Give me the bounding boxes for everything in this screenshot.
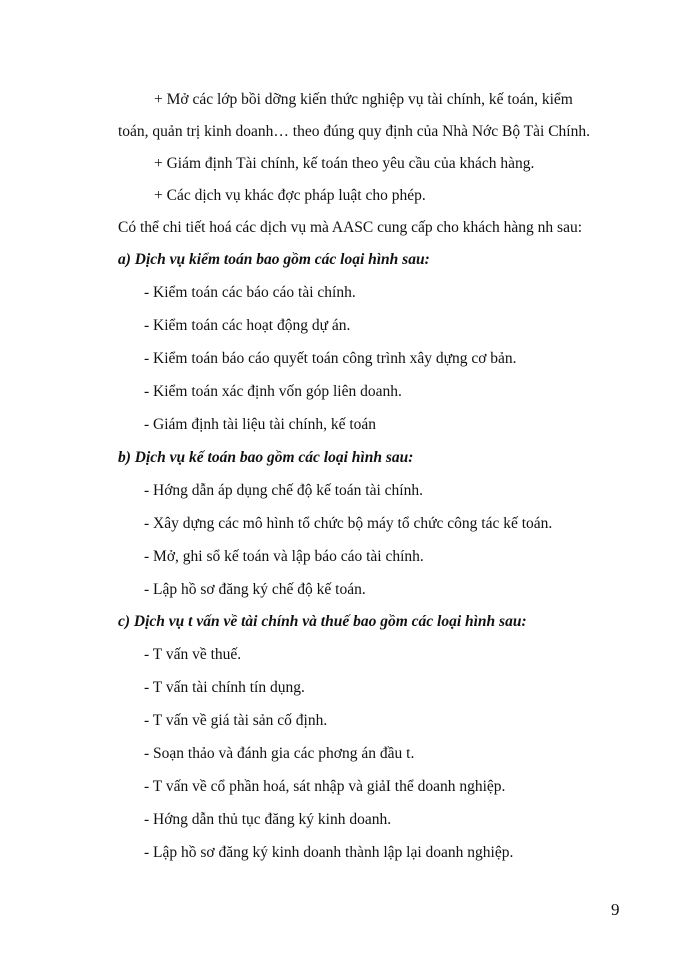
list-item: - Kiểm toán các hoạt động dự án. [144,317,351,334]
list-item: - Xây dựng các mô hình tổ chức bộ máy tổ chức công tác kế toán. [144,515,553,532]
service-appraisal-line: + Giám định Tài chính, kế toán theo yêu cầu của khách hàng. [154,155,535,172]
section-heading-accounting: b) Dịch vụ kế toán bao gồm các loại hình sau: [118,449,414,466]
list-item: - Giám định tài liệu tài chính, kế toán [144,416,377,433]
list-item: - Soạn thảo và đánh gia các phơng án đầu t. [144,745,415,762]
service-training-line: + Mở các lớp bồi dỡng kiến thức nghiệp vụ tài chính, kế toán, kiểm [154,91,573,108]
list-item: - Kiểm toán xác định vốn góp liên doanh. [144,383,402,400]
list-item: - T vấn về giá tài sản cố định. [144,712,328,729]
list-item: - Kiểm toán báo cáo quyết toán công trình xây dựng cơ bản. [144,350,517,367]
list-item: - T vấn về cổ phần hoá, sát nhập và giảI thể doanh nghiệp. [144,778,506,795]
list-item: - T vấn về thuế. [144,646,242,663]
list-item: - Lập hồ sơ đăng ký kinh doanh thành lập lại doanh nghiệp. [144,844,514,861]
list-item: - Kiểm toán các báo cáo tài chính. [144,284,356,301]
section-heading-audit: a) Dịch vụ kiểm toán bao gồm các loại hình sau: [118,251,430,268]
intro-paragraph: Có thể chi tiết hoá các dịch vụ mà AASC cung cấp cho khách hàng nh sau: [118,219,583,236]
service-other-line: + Các dịch vụ khác đợc pháp luật cho phép. [154,187,426,204]
section-heading-consulting: c) Dịch vụ t vấn về tài chính và thuế bao gồm các loại hình sau: [118,613,527,630]
list-item: - Hớng dẫn áp dụng chế độ kế toán tài chính. [144,482,423,499]
list-item: - Hớng dẫn thủ tục đăng ký kinh doanh. [144,811,392,828]
service-training-line-cont: toán, quản trị kinh doanh… theo đúng quy định của Nhà Nớc Bộ Tài Chính. [118,123,590,140]
list-item: - T vấn tài chính tín dụng. [144,679,305,696]
list-item: - Mở, ghi sổ kế toán và lập báo cáo tài chính. [144,548,424,565]
list-item: - Lập hồ sơ đăng ký chế độ kế toán. [144,581,366,598]
page-number: 9 [611,900,620,919]
